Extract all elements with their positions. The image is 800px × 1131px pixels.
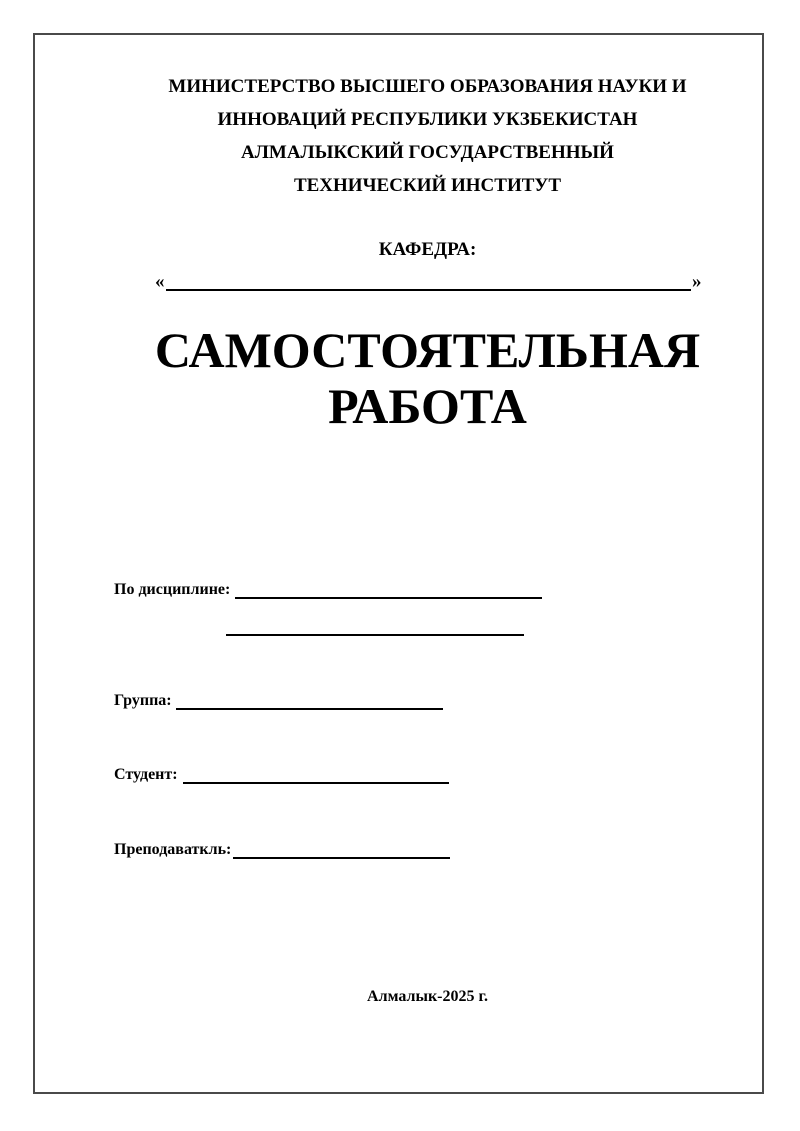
title-line-2: РАБОТА bbox=[328, 378, 527, 434]
group-field bbox=[114, 692, 454, 714]
city-year: Алмалык-2025 г. bbox=[367, 988, 488, 1005]
group-blank-line bbox=[176, 708, 443, 710]
document-title bbox=[33, 322, 764, 434]
discipline-label: По дисциплине: bbox=[114, 581, 231, 598]
header-line-3: АЛМАЛЫКСКИЙ ГОСУДАРСТВЕННЫЙ bbox=[241, 142, 614, 163]
student-field bbox=[114, 766, 454, 788]
group-label: Группа: bbox=[114, 692, 172, 709]
header-line-1: МИНИСТЕРСТВО ВЫСШЕГО ОБРАЗОВАНИЯ НАУКИ И bbox=[168, 76, 687, 97]
kafedra-blank-line bbox=[166, 289, 691, 291]
quote-close: » bbox=[692, 271, 702, 292]
ministry-header bbox=[33, 70, 764, 202]
discipline-blank-line bbox=[235, 597, 542, 599]
teacher-blank-line bbox=[233, 857, 450, 859]
quote-open: « bbox=[155, 271, 165, 292]
title-line-1: САМОСТОЯТЕЛЬНАЯ bbox=[154, 322, 701, 378]
discipline-field bbox=[114, 581, 554, 603]
header-line-2: ИННОВАЦИЙ РЕСПУБЛИКИ УКЗБЕКИСТАН bbox=[217, 109, 638, 130]
teacher-field bbox=[114, 841, 459, 863]
kafedra-label: КАФЕДРА: bbox=[378, 239, 477, 260]
kafedra-name-field bbox=[155, 270, 705, 296]
header-line-4: ТЕХНИЧЕСКИЙ ИНСТИТУТ bbox=[293, 175, 562, 196]
discipline-blank-line-2 bbox=[226, 634, 524, 636]
teacher-label: Преподаваткль: bbox=[114, 841, 232, 858]
student-label: Студент: bbox=[114, 766, 178, 783]
student-blank-line bbox=[183, 782, 449, 784]
